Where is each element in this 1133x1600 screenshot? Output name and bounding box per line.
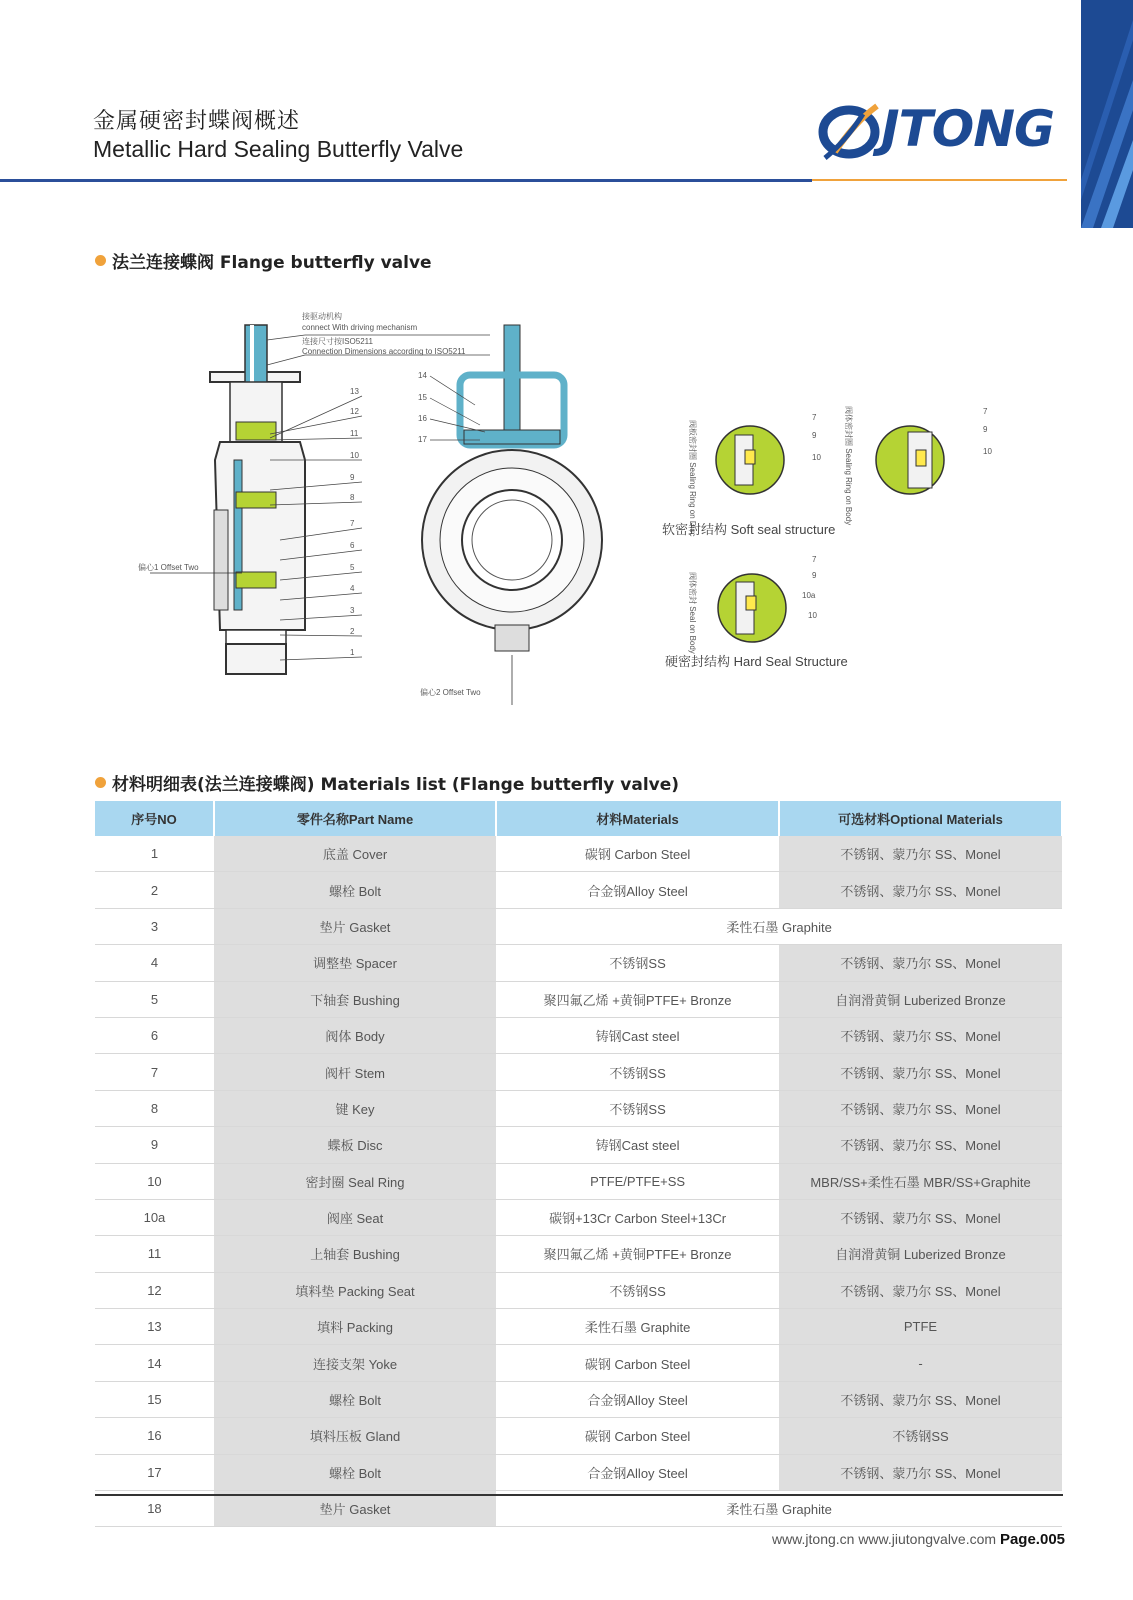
hard-seal-caption: 硬密封结构 Hard Seal Structure xyxy=(665,654,848,669)
cell-optional: 不锈钢、蒙乃尔 SS、Monel xyxy=(779,1272,1062,1308)
table-row xyxy=(95,872,1062,908)
cell-optional: 不锈钢SS xyxy=(779,1418,1062,1454)
detail-c-7: 7 xyxy=(812,555,817,564)
offset1-label: 偏心1 Offset Two xyxy=(138,563,199,572)
cell-no: 3 xyxy=(95,908,214,944)
callout-1: 1 xyxy=(350,648,355,657)
cell-part: 填料 Packing xyxy=(214,1309,496,1345)
hard-label-body: 阀体密封 Seal on Body xyxy=(688,572,697,654)
cell-material: 柔性石墨 Graphite xyxy=(496,1309,779,1345)
cell-part: 阀体 Body xyxy=(214,1017,496,1053)
detail-b-10: 10 xyxy=(983,447,992,456)
cell-optional: 不锈钢、蒙乃尔 SS、Monel xyxy=(779,1090,1062,1126)
cell-no: 4 xyxy=(95,945,214,981)
cell-part: 底盖 Cover xyxy=(214,836,496,872)
cell-part: 垫片 Gasket xyxy=(214,908,496,944)
callout-11: 11 xyxy=(350,429,359,438)
cell-no: 15 xyxy=(95,1381,214,1417)
cell-no: 8 xyxy=(95,1090,214,1126)
page-title-en: Metallic Hard Sealing Butterfly Valve xyxy=(93,136,464,162)
cell-material: 柔性石墨 Graphite xyxy=(496,908,1062,944)
callout-4: 4 xyxy=(350,584,355,593)
cell-optional: 自润滑黄铜 Luberized Bronze xyxy=(779,981,1062,1017)
cell-no: 11 xyxy=(95,1236,214,1272)
cell-no: 6 xyxy=(95,1017,214,1053)
callout-2: 2 xyxy=(350,627,355,636)
corner-decoration xyxy=(1081,0,1133,228)
table-row xyxy=(95,1090,1062,1126)
cell-no: 2 xyxy=(95,872,214,908)
footer-urls: www.jtong.cn www.jiutongvalve.com xyxy=(771,1531,997,1547)
cell-optional: 不锈钢、蒙乃尔 SS、Monel xyxy=(779,1054,1062,1090)
cell-optional: 不锈钢、蒙乃尔 SS、Monel xyxy=(779,1017,1062,1053)
detail-b-7: 7 xyxy=(983,407,988,416)
cell-material: 碳钢 Carbon Steel xyxy=(496,836,779,872)
cell-part: 螺栓 Bolt xyxy=(214,1381,496,1417)
table-row xyxy=(95,908,1062,944)
soft-seal-detail xyxy=(662,406,992,537)
table-row xyxy=(95,945,1062,981)
callout-13: 13 xyxy=(350,387,359,396)
detail-a-9: 9 xyxy=(812,431,817,440)
offset2-label: 偏心2 Offset Two xyxy=(420,688,481,697)
table-row xyxy=(95,1236,1062,1272)
cell-no: 14 xyxy=(95,1345,214,1381)
detail-c-10a: 10a xyxy=(802,591,816,600)
header-rule xyxy=(0,179,812,182)
cell-optional: 不锈钢、蒙乃尔 SS、Monel xyxy=(779,1199,1062,1235)
cell-material: 铸钢Cast steel xyxy=(496,1127,779,1163)
detail-b-9: 9 xyxy=(983,425,988,434)
cell-no: 13 xyxy=(95,1309,214,1345)
cell-material: 不锈钢SS xyxy=(496,945,779,981)
cell-material: 合金钢Alloy Steel xyxy=(496,1381,779,1417)
logo-text: JTONG xyxy=(881,100,1055,158)
cell-part: 上轴套 Bushing xyxy=(214,1236,496,1272)
cell-no: 17 xyxy=(95,1454,214,1490)
callout-8: 8 xyxy=(350,493,355,502)
note-cn1: 接驱动机构 xyxy=(302,312,342,321)
table-row xyxy=(95,1272,1062,1308)
callout-7: 7 xyxy=(350,519,355,528)
callout-17: 17 xyxy=(418,435,427,444)
table-row xyxy=(95,981,1062,1017)
hard-seal-detail xyxy=(665,555,848,669)
soft-label-disc: 阀板密封圈 Sealing Ring on Disc xyxy=(688,420,697,537)
table-row xyxy=(95,836,1062,872)
cell-optional: MBR/SS+柔性石墨 MBR/SS+Graphite xyxy=(779,1163,1062,1199)
cell-part: 填料垫 Packing Seat xyxy=(214,1272,496,1308)
cell-part: 蝶板 Disc xyxy=(214,1127,496,1163)
cell-no: 5 xyxy=(95,981,214,1017)
cell-no: 16 xyxy=(95,1418,214,1454)
cell-part: 填料压板 Gland xyxy=(214,1418,496,1454)
cell-part: 调整垫 Spacer xyxy=(214,945,496,981)
header-part: 零件名称Part Name xyxy=(214,801,496,836)
note-cn2: 连接尺寸按ISO5211 xyxy=(302,337,373,346)
header-optional: 可选材料Optional Materials xyxy=(779,801,1062,836)
cell-part: 螺栓 Bolt xyxy=(214,872,496,908)
cell-material: 合金钢Alloy Steel xyxy=(496,1454,779,1490)
table-row xyxy=(95,1345,1062,1381)
cell-material: 聚四氟乙烯 +黄铜PTFE+ Bronze xyxy=(496,1236,779,1272)
cell-no: 12 xyxy=(95,1272,214,1308)
table-row xyxy=(95,1418,1062,1454)
detail-a-10: 10 xyxy=(812,453,821,462)
table-row xyxy=(95,1454,1062,1490)
callout-15: 15 xyxy=(418,393,427,402)
cell-part: 下轴套 Bushing xyxy=(214,981,496,1017)
bullet-icon xyxy=(95,777,106,788)
table-row xyxy=(95,1309,1062,1345)
table-header-row xyxy=(95,801,1062,836)
table-bottom-rule xyxy=(95,1494,1063,1496)
soft-seal-caption: 软密封结构 Soft seal structure xyxy=(662,522,836,537)
note-en2: Connection Dimensions according to ISO5211 xyxy=(302,347,466,356)
cell-material: 聚四氟乙烯 +黄铜PTFE+ Bronze xyxy=(496,981,779,1017)
callout-10: 10 xyxy=(350,451,359,460)
cell-material: 合金钢Alloy Steel xyxy=(496,872,779,908)
detail-c-9: 9 xyxy=(812,571,817,580)
cell-no: 9 xyxy=(95,1127,214,1163)
table-row xyxy=(95,1127,1062,1163)
cell-no: 10 xyxy=(95,1163,214,1199)
footer xyxy=(772,1531,1065,1548)
table-row xyxy=(95,1163,1062,1199)
cell-material: 铸钢Cast steel xyxy=(496,1017,779,1053)
cell-material: 柔性石墨 Graphite xyxy=(496,1491,1062,1527)
cell-optional: 不锈钢、蒙乃尔 SS、Monel xyxy=(779,1381,1062,1417)
note-en1: connect With driving mechanism xyxy=(302,323,418,332)
cell-part: 键 Key xyxy=(214,1090,496,1126)
cell-part: 密封圈 Seal Ring xyxy=(214,1163,496,1199)
cell-no: 10a xyxy=(95,1199,214,1235)
cell-material: PTFE/PTFE+SS xyxy=(496,1163,779,1199)
callout-12: 12 xyxy=(350,407,359,416)
callout-3: 3 xyxy=(350,606,355,615)
cell-optional: 不锈钢、蒙乃尔 SS、Monel xyxy=(779,1454,1062,1490)
callout-9: 9 xyxy=(350,473,355,482)
cell-part: 连接支架 Yoke xyxy=(214,1345,496,1381)
cell-optional: 自润滑黄铜 Luberized Bronze xyxy=(779,1236,1062,1272)
cell-optional: 不锈钢、蒙乃尔 SS、Monel xyxy=(779,836,1062,872)
header-material: 材料Materials xyxy=(496,801,779,836)
cell-material: 不锈钢SS xyxy=(496,1272,779,1308)
cell-material: 不锈钢SS xyxy=(496,1090,779,1126)
callout-16: 16 xyxy=(418,414,427,423)
cell-optional: 不锈钢、蒙乃尔 SS、Monel xyxy=(779,1127,1062,1163)
detail-c-10: 10 xyxy=(808,611,817,620)
materials-table xyxy=(95,801,1063,1527)
company-logo xyxy=(815,92,1065,170)
table-row xyxy=(95,1381,1062,1417)
header-rule-accent xyxy=(812,179,1067,181)
cell-no: 7 xyxy=(95,1054,214,1090)
callout-5: 5 xyxy=(350,563,355,572)
cell-no: 18 xyxy=(95,1491,214,1527)
page-number: Page.005 xyxy=(999,1531,1065,1548)
cell-material: 碳钢+13Cr Carbon Steel+13Cr xyxy=(496,1199,779,1235)
soft-label-body: 阀体密封圈 Sealing Ring on Body xyxy=(844,406,853,526)
callout-14: 14 xyxy=(418,371,427,380)
table-row xyxy=(95,1017,1062,1053)
cell-part: 阀座 Seat xyxy=(214,1199,496,1235)
detail-a-7: 7 xyxy=(812,413,817,422)
cell-part: 垫片 Gasket xyxy=(214,1491,496,1527)
cell-material: 碳钢 Carbon Steel xyxy=(496,1418,779,1454)
front-view xyxy=(418,325,602,705)
section-title-materials: 材料明细表(法兰连接蝶阀) Materials list (Flange butterfly valve) xyxy=(95,770,679,795)
cell-material: 不锈钢SS xyxy=(496,1054,779,1090)
header-no: 序号NO xyxy=(95,801,214,836)
table-row xyxy=(95,1054,1062,1090)
bullet-icon xyxy=(95,255,106,266)
cell-no: 1 xyxy=(95,836,214,872)
cell-part: 阀杆 Stem xyxy=(214,1054,496,1090)
page-title-cn: 金属硬密封蝶阀概述 xyxy=(93,109,301,134)
valve-diagram xyxy=(130,310,992,720)
cell-material: 碳钢 Carbon Steel xyxy=(496,1345,779,1381)
cell-optional: - xyxy=(779,1345,1062,1381)
section-title-flange: 法兰连接蝶阀 Flange butterfly valve xyxy=(95,248,432,273)
cell-optional: PTFE xyxy=(779,1309,1062,1345)
cell-optional: 不锈钢、蒙乃尔 SS、Monel xyxy=(779,945,1062,981)
cell-optional: 不锈钢、蒙乃尔 SS、Monel xyxy=(779,872,1062,908)
table-row xyxy=(95,1199,1062,1235)
cell-part: 螺栓 Bolt xyxy=(214,1454,496,1490)
callout-6: 6 xyxy=(350,541,355,550)
